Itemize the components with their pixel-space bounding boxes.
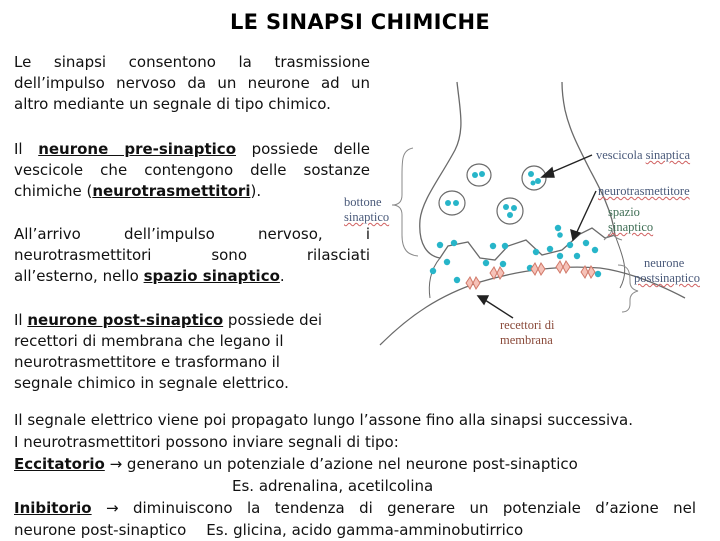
text: sinaptico <box>608 220 654 234</box>
postsynaptic-line-3: neurotrasmettitore e trasformano il <box>14 353 280 371</box>
intro-line-1: Le sinapsi consentono la trasmissione <box>14 53 370 71</box>
term-postsynaptic-neuron: neurone post-sinaptico <box>27 311 224 329</box>
neurotransmitter-molecules <box>430 171 601 283</box>
inhibitory-description: diminuiscono la tendenza di generare un potenziale d’azione nel <box>118 499 696 517</box>
label-bouton-line-2: sinaptico <box>344 210 390 224</box>
label-neurotransmitter: neurotrasmettitore <box>598 184 690 198</box>
inhibitory-line-2 <box>14 519 696 541</box>
presynaptic-line-2: vescicole che contengono delle sostanze <box>14 161 370 179</box>
presynaptic-membrane <box>420 82 615 260</box>
text: spazio <box>608 205 640 219</box>
label-bouton-line-1: bottone <box>344 195 382 209</box>
presynaptic-line-3 <box>14 181 370 202</box>
term-inhibitory: Inibitorio <box>14 499 92 517</box>
arrow-right-icon: → <box>106 499 119 517</box>
text: . <box>279 267 285 285</box>
label-synaptic-space <box>608 205 653 235</box>
label-receptors <box>500 318 555 348</box>
excitatory-examples: Es. adrenalina, acetilcolina <box>232 477 434 495</box>
text: all’esterno, nello <box>14 267 144 285</box>
text: neurone post-sinaptico <box>14 521 187 539</box>
postsynaptic-line-4: segnale chimico in segnale elettrico. <box>14 374 289 392</box>
postsynaptic-line-2: recettori di membrana che legano il <box>14 332 284 350</box>
text: possiede delle <box>236 140 370 158</box>
release-line-1: All’arrivo dell’impulso nervoso, i <box>14 225 370 243</box>
text: Il <box>14 311 28 329</box>
release-paragraph <box>14 224 370 287</box>
text: sinaptica <box>645 148 691 162</box>
presynaptic-paragraph <box>14 139 370 202</box>
inhibitory-examples: Es. glicina, acido gamma-amminobutirrico <box>206 521 524 539</box>
text: chimiche ( <box>14 182 93 200</box>
brace-bouton <box>392 148 418 256</box>
term-neurotransmitters: neurotrasmettitori <box>92 182 251 200</box>
propagation-line: Il segnale elettrico viene poi propagato lungo l’assone fino alla sinapsi successiva. <box>14 411 634 429</box>
postsynaptic-line-1 <box>14 310 354 331</box>
release-line-2: neurotrasmettitori sono rilasciati <box>14 246 370 264</box>
synapse-diagram <box>330 60 720 360</box>
text: neurone <box>644 256 685 270</box>
text: ). <box>250 182 262 200</box>
term-synaptic-space: spazio sinaptico <box>143 267 280 285</box>
intro-paragraph <box>14 52 370 115</box>
intro-line-2: dell’impulso nervoso da un neurone ad un <box>14 74 370 92</box>
term-presynaptic-neuron: neurone pre-sinaptico <box>38 140 236 158</box>
arrow-right-icon: → <box>109 455 123 473</box>
intro-line-3: altro mediante un segnale di tipo chimico. <box>14 95 331 113</box>
signal-types-intro: I neurotrasmettitori possono inviare segnali di tipo: <box>14 433 399 451</box>
presynaptic-line-1 <box>14 139 370 160</box>
release-line-3 <box>14 266 370 287</box>
text: recettori di <box>500 318 555 332</box>
excitatory-description: generano un potenziale d’azione nel neurone post-sinaptico <box>122 455 578 473</box>
label-vesicle <box>596 148 690 163</box>
text: postsinaptico <box>634 271 700 285</box>
text: Il <box>14 140 39 158</box>
text: membrana <box>500 333 553 347</box>
text: possiede dei <box>223 311 323 329</box>
signal-types-section <box>14 409 696 541</box>
excitatory-line <box>14 453 696 475</box>
term-excitatory: Eccitatorio <box>14 455 105 473</box>
inhibitory-line <box>14 497 696 519</box>
page-title: LE SINAPSI CHIMICHE <box>230 10 490 34</box>
postsynaptic-paragraph <box>14 310 354 394</box>
text: vescicola <box>596 148 643 162</box>
label-bouton <box>344 195 389 225</box>
label-postsynaptic-neuron <box>634 256 700 286</box>
